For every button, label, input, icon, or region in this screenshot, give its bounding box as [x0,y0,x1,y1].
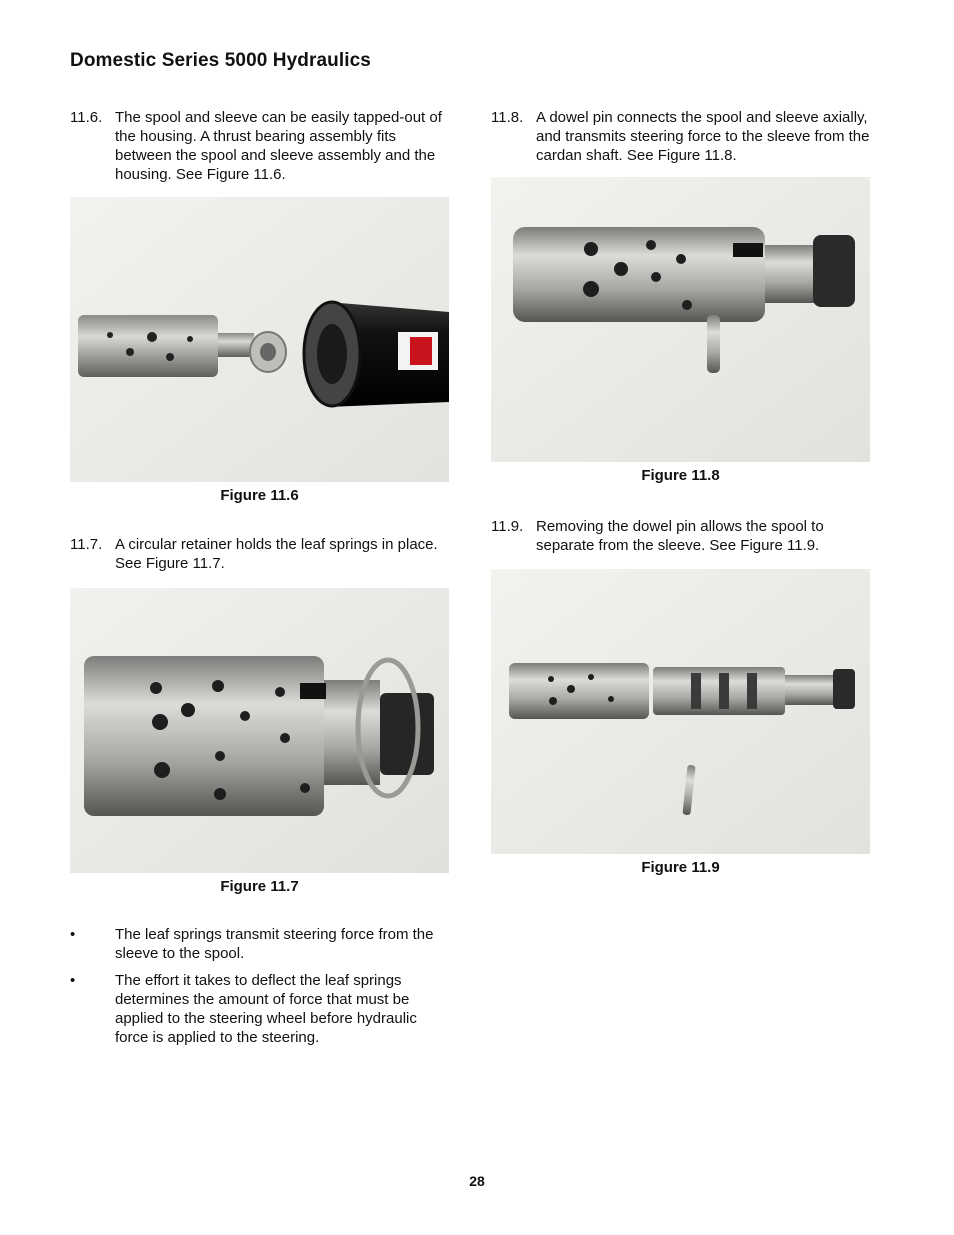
step-11-9 [491,517,871,555]
page-title: Domestic Series 5000 Hydraulics [70,50,371,71]
step-11-7 [70,535,450,573]
page-number: 28 [469,1173,485,1189]
bullet-marker: • [70,972,76,989]
bullet-text: The effort it takes to deflect the leaf springs determines the amount of force that must be applied to the steering wheel before hydraulic force is applied to the steering. [115,972,417,1046]
step-number: 11.9. [491,518,524,535]
step-11-6 [70,108,450,184]
figure-11-7-caption: Figure 11.7 [220,878,299,895]
bullet-item [70,925,450,963]
step-number: 11.6. [70,109,103,126]
figure-11-7-photo [70,588,449,873]
figure-11-9-caption: Figure 11.9 [641,859,720,876]
figure-11-8-photo [491,177,870,462]
step-number: 11.8. [491,109,524,126]
bullet-marker: • [70,926,76,943]
step-text: The spool and sleeve can be easily tapped-out of the housing. A thrust bearing assembly fits between the spool and sleeve assembly and the housing. See Figure 11.6. [115,109,442,183]
bullet-item [70,971,450,1047]
figure-11-6-caption: Figure 11.6 [220,487,299,504]
step-text: A dowel pin connects the spool and sleeve axially, and transmits steering force to the sleeve from the cardan shaft. See Figure 11.8. [536,109,870,164]
figure-11-9-photo [491,569,870,854]
bullet-text: The leaf springs transmit steering force from the sleeve to the spool. [115,926,434,962]
step-text: A circular retainer holds the leaf springs in place. See Figure 11.7. [115,536,438,572]
step-11-8 [491,108,871,165]
figure-11-8-caption: Figure 11.8 [641,467,720,484]
step-number: 11.7. [70,536,103,553]
step-text: Removing the dowel pin allows the spool to separate from the sleeve. See Figure 11.9. [536,518,824,554]
figure-11-6-photo [70,197,449,482]
